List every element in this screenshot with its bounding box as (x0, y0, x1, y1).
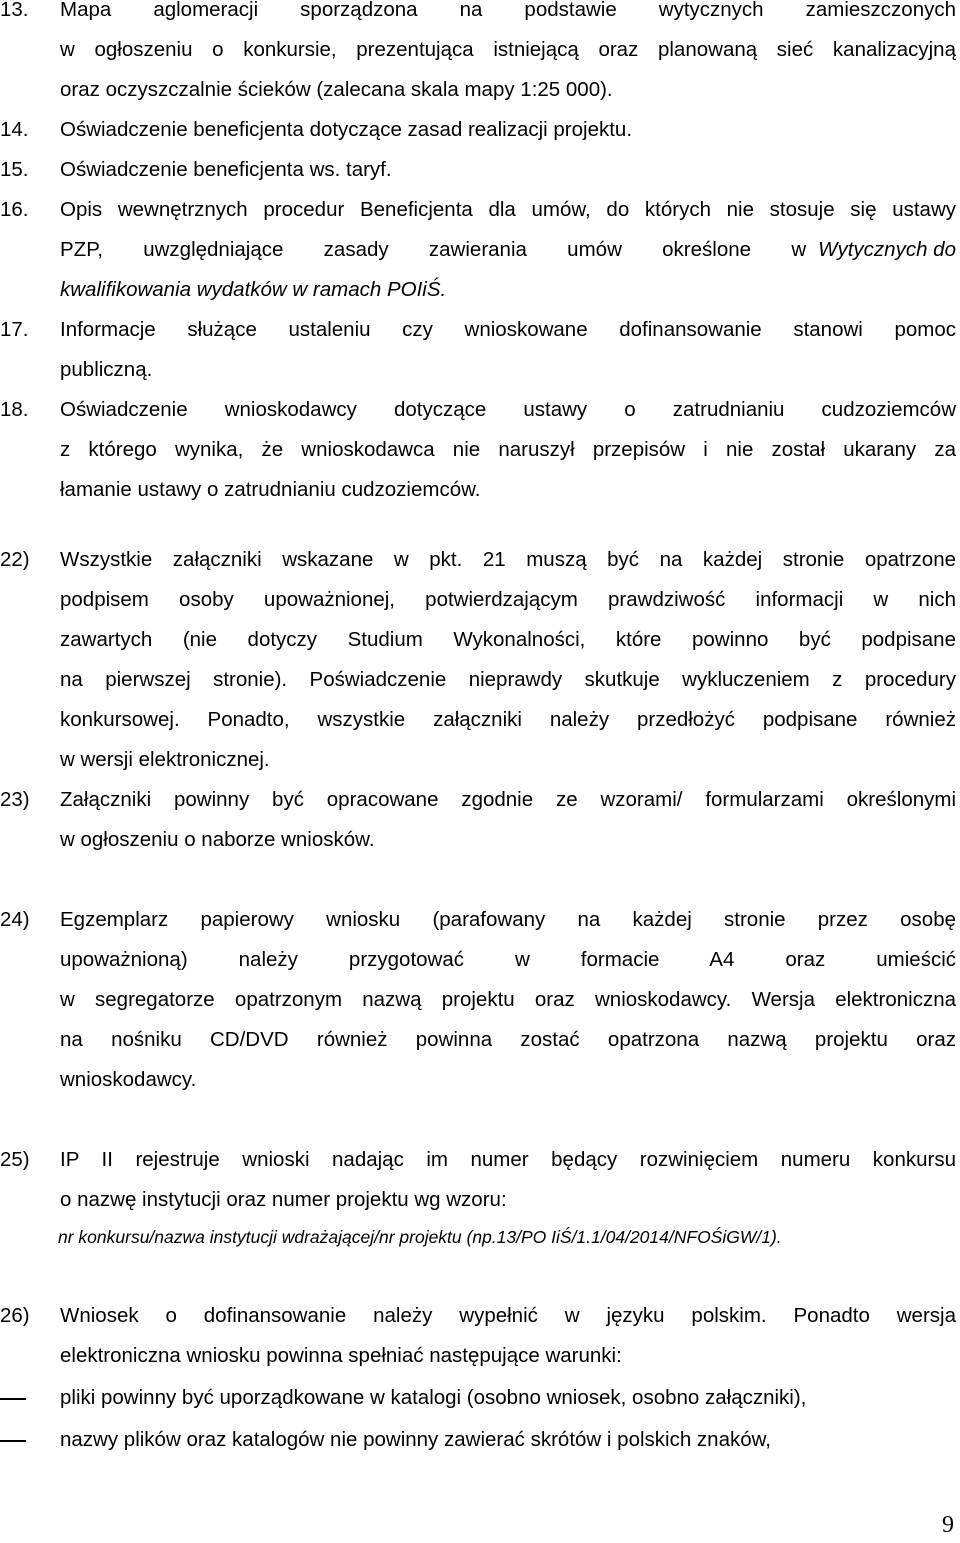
list-item-14 (0, 110, 960, 150)
list-item-18 (0, 390, 960, 430)
paragraph-23 (0, 780, 960, 820)
item-text-part: PZP, uwzględniające zasady zawierania umów określone w (60, 238, 807, 261)
item-text-line (0, 70, 960, 110)
bullet-text: nazwy plików oraz katalogów nie powinny zawierać skrótów i polskich znaków, (60, 1428, 771, 1451)
item-text: Oświadczenie beneficjenta dotyczące zasad realizacji projektu. (60, 118, 633, 141)
dash-bullet-icon (0, 1440, 26, 1442)
list-item-15 (0, 150, 960, 190)
paragraph-text-line (0, 660, 960, 700)
list-item-16 (0, 190, 960, 230)
paragraph-text: upoważnioną) należy przygotować w formacie A4 oraz umieścić (60, 948, 956, 971)
paragraph-number: 26) (0, 1304, 30, 1327)
item-text: Informacje służące ustaleniu czy wnioskowane dofinansowanie stanowi pomoc (60, 318, 956, 341)
guideline-title: kwalifikowania wydatków w ramach POIiŚ. (60, 278, 447, 301)
dash-bullet-icon (0, 1398, 26, 1400)
guideline-title: Wytycznych do (818, 238, 956, 261)
item-text (60, 230, 956, 270)
paragraph-text-line (0, 740, 960, 780)
paragraph-number: 22) (0, 548, 30, 571)
paragraph-text-line (0, 1180, 960, 1220)
paragraph-text-line (0, 1060, 960, 1100)
paragraph-text: Załączniki powinny być opracowane zgodnie ze wzorami/ formularzami określonymi (60, 788, 956, 811)
paragraph-26 (0, 1296, 960, 1336)
item-text: Oświadczenie wnioskodawcy dotyczące ustawy o zatrudnianiu cudzoziemców (60, 398, 956, 421)
item-text: łamanie ustawy o zatrudnianiu cudzoziemców. (60, 478, 481, 501)
item-text: Mapa aglomeracji sporządzona na podstawie wytycznych zamieszczonych (60, 0, 956, 21)
item-text-line (0, 350, 960, 390)
bullet-item (0, 1378, 960, 1418)
item-number: 15. (0, 158, 29, 181)
paragraph-text-line (0, 1336, 960, 1376)
bullet-text: pliki powinny być uporządkowane w katalogi (osobno wniosek, osobno załączniki), (60, 1386, 807, 1409)
paragraph-22 (0, 540, 960, 580)
paragraph-text: w ogłoszeniu o naborze wniosków. (60, 828, 375, 851)
item-text-line (0, 270, 960, 310)
item-text: oraz oczyszczalnie ścieków (zalecana skala mapy 1:25 000). (60, 78, 613, 101)
paragraph-number: 23) (0, 788, 30, 811)
paragraph-text: na pierwszej stronie). Poświadczenie nieprawdy skutkuje wykluczeniem z procedury (60, 668, 956, 691)
paragraph-text: o nazwę instytucji oraz numer projektu wg wzoru: (60, 1188, 507, 1211)
item-text-line (0, 470, 960, 510)
item-number: 16. (0, 198, 29, 221)
paragraph-number: 25) (0, 1148, 30, 1171)
paragraph-text: na nośniku CD/DVD również powinna zostać opatrzona nazwą projektu oraz (60, 1028, 956, 1051)
item-text-line (0, 30, 960, 70)
page-number: 9 (942, 1512, 954, 1538)
paragraph-text: Wszystkie załączniki wskazane w pkt. 21 muszą być na każdej stronie opatrzone (60, 548, 956, 571)
item-number: 13. (0, 0, 29, 21)
paragraph-text-line (0, 580, 960, 620)
item-text: publiczną. (60, 358, 153, 381)
paragraph-text: wnioskodawcy. (60, 1068, 197, 1091)
paragraph-24 (0, 900, 960, 940)
list-item-13 (0, 0, 960, 30)
item-number: 17. (0, 318, 29, 341)
paragraph-text: Wniosek o dofinansowanie należy wypełnić w języku polskim. Ponadto wersja (60, 1304, 956, 1327)
item-text-line (0, 230, 960, 270)
paragraph-text: konkursowej. Ponadto, wszystkie załączniki należy przedłożyć podpisane również (60, 708, 956, 731)
bullet-item (0, 1420, 960, 1460)
item-number: 14. (0, 118, 29, 141)
paragraph-text-line (0, 980, 960, 1020)
paragraph-text-line (0, 700, 960, 740)
paragraph-text-line (0, 1020, 960, 1060)
paragraph-text-line (0, 620, 960, 660)
paragraph-number: 24) (0, 908, 30, 931)
numbering-pattern-text: nr konkursu/nazwa instytucji wdrażającej/nr projektu (np.13/PO IiŚ/1.1/04/2014/NFOŚiGW/1). (58, 1227, 782, 1247)
paragraph-text: w wersji elektronicznej. (60, 748, 270, 771)
item-text: Oświadczenie beneficjenta ws. taryf. (60, 158, 392, 181)
item-text: z którego wynika, że wnioskodawca nie naruszył przepisów i nie został ukarany za (60, 438, 956, 461)
paragraph-text-line (0, 940, 960, 980)
item-text-line (0, 430, 960, 470)
paragraph-text: w segregatorze opatrzonym nazwą projektu oraz wnioskodawcy. Wersja elektroniczna (60, 988, 956, 1011)
item-number: 18. (0, 398, 29, 421)
list-item-17 (0, 310, 960, 350)
paragraph-text: zawartych (nie dotyczy Studium Wykonalności, które powinno być podpisane (60, 628, 956, 651)
item-text: Opis wewnętrznych procedur Beneficjenta dla umów, do których nie stosuje się ustawy (60, 198, 956, 221)
paragraph-text: podpisem osoby upoważnionej, potwierdzającym prawdziwość informacji w nich (60, 588, 956, 611)
paragraph-text: Egzemplarz papierowy wniosku (parafowany na każdej stronie przez osobę (60, 908, 956, 931)
paragraph-text-line (0, 820, 960, 860)
item-text: w ogłoszeniu o konkursie, prezentująca istniejącą oraz planowaną sieć kanalizacyjną (60, 38, 956, 61)
paragraph-25 (0, 1140, 960, 1180)
numbering-pattern (0, 1217, 960, 1257)
paragraph-text: IP II rejestruje wnioski nadając im numer będący rozwinięciem numeru konkursu (60, 1148, 956, 1171)
paragraph-text: elektroniczna wniosku powinna spełniać następujące warunki: (60, 1344, 622, 1367)
